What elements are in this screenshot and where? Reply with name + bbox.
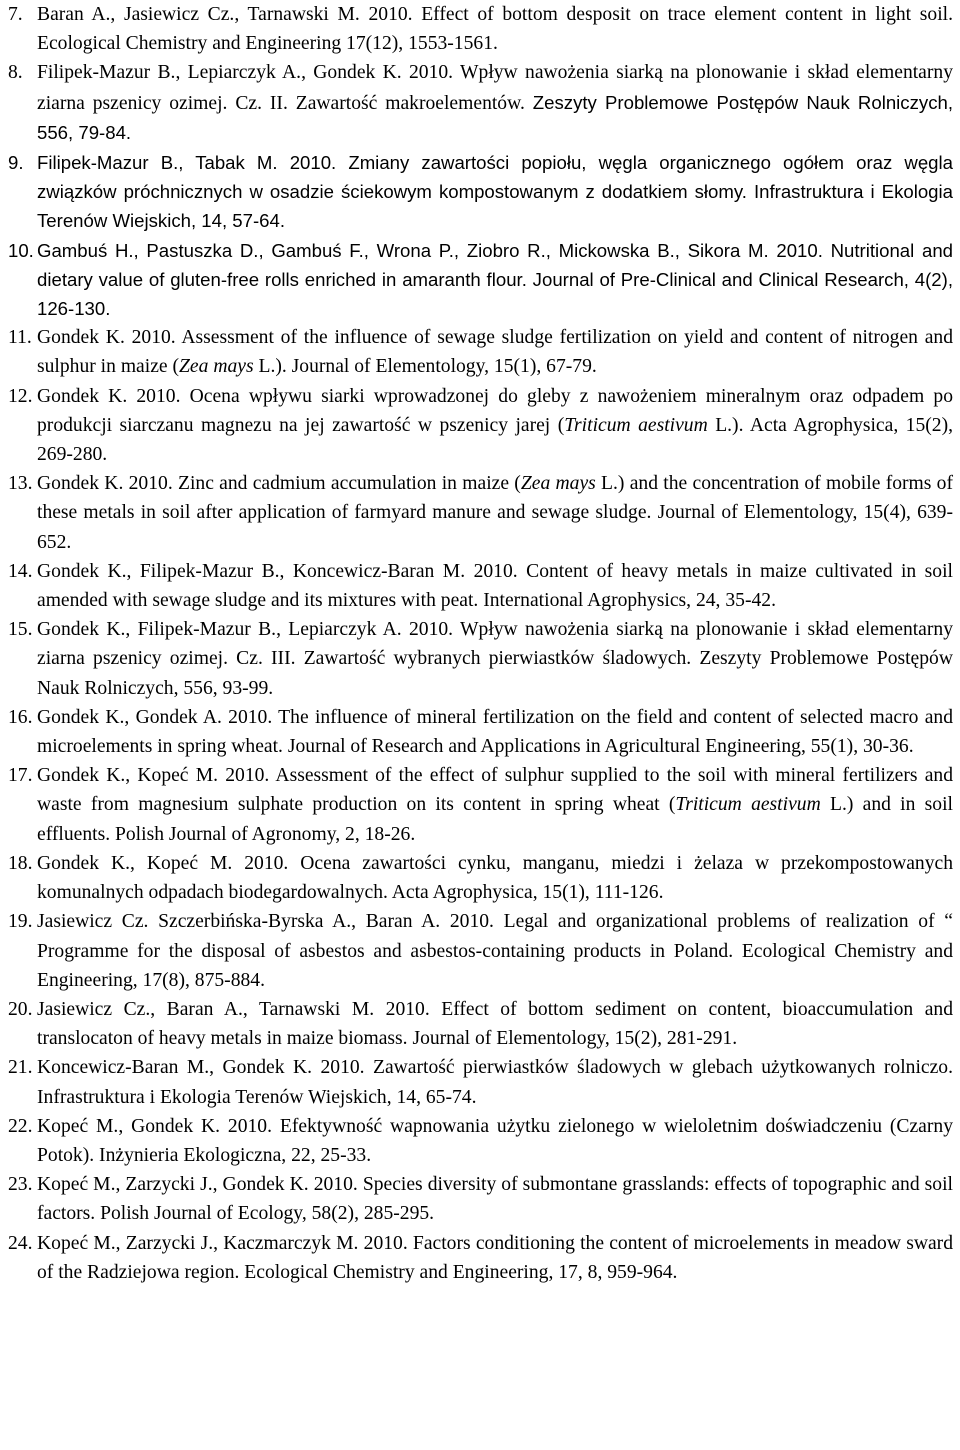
reference-number: 17. xyxy=(8,765,33,787)
reference-text xyxy=(37,469,953,557)
reference-segment: Gondek K., Gondek A. 2010. The influence of mineral fertilization on the field and content of selected macro and microelements in spring wheat. Journal of Research and Applications in Agricultural Engineering, 55(1), 30-36. xyxy=(37,706,953,758)
reference-segment: Jasiewicz Cz. Szczerbińska-Byrska A., Baran A. 2010. Legal and organizational problems of realization of “ Programme for the disposal of asbestos and asbestos-containing products in Poland. Ecological Chemistry and Engineering, 17(8), 875-884. xyxy=(37,911,953,991)
reference-segment: Kopeć M., Zarzycki J., Gondek K. 2010. Species diversity of submontane grasslands: effects of topographic and soil factors. Polish Journal of Ecology, 58(2), 285-295. xyxy=(37,1174,953,1225)
reference-segment: Filipek-Mazur B., Tabak M. 2010. Zmiany zawartości popiołu, węgla organicznego ogółem oraz węgla związków próchnicznych w osadzie ściekowym kompostowanym z dodatkiem słomy. Infrastruktura i Ekologia Terenów Wiejskich, 14, 57-64. xyxy=(37,152,953,232)
reference-item xyxy=(8,148,953,236)
reference-number: 12. xyxy=(8,385,33,407)
reference-segment: L.) and in soil effluents. Polish Journal of Agronomy, 2, 18-26. xyxy=(37,794,953,845)
reference-segment: Kopeć M., Zarzycki J., Kaczmarczyk M. 2010. Factors conditioning the content of microelements in meadow sward of the Radziejowa region. Ecological Chemistry and Engineering, 17, 8, 959-964. xyxy=(37,1232,953,1283)
reference-italic-segment: Zea mays xyxy=(520,473,596,495)
reference-text xyxy=(37,1053,953,1111)
reference-text xyxy=(37,1229,953,1287)
reference-text xyxy=(37,1170,953,1228)
reference-text xyxy=(37,995,953,1053)
reference-item xyxy=(8,58,953,148)
reference-text xyxy=(37,236,953,324)
reference-item xyxy=(8,995,953,1053)
reference-item xyxy=(8,1053,953,1111)
reference-text xyxy=(37,323,953,381)
reference-number: 23. xyxy=(8,1174,33,1196)
reference-segment: Gondek K., Filipek-Mazur B., Koncewicz-Baran M. 2010. Content of heavy metals in maize cultivated in soil amended with sewage sludge and its mixtures with peat. International Agrophysics, 24, 35-42. xyxy=(37,560,953,612)
reference-segment: Baran A., Jasiewicz Cz., Tarnawski M. 2010. Effect of bottom desposit on trace element content in light soil. Ecological Chemistry and Engineering 17(12), 1553-1561. xyxy=(37,4,953,55)
reference-item xyxy=(8,1170,953,1228)
reference-item xyxy=(8,703,953,761)
reference-item xyxy=(8,761,953,849)
reference-segment: L.) and the concentration of mobile forms of these metals in soil after application of farmyard manure and sewage sludge. Journal of Elementology, 15(4), 639-652. xyxy=(37,473,953,553)
reference-text xyxy=(37,761,953,849)
reference-number: 15. xyxy=(8,619,33,641)
reference-segment: L.). Acta Agrophysica, 15(2), 269-280. xyxy=(37,414,954,466)
reference-segment: Kopeć M., Gondek K. 2010. Efektywność wapnowania użytku zielonego w wieloletnim doświadczeniu (Czarny Potok). Inżynieria Ekologiczna, 22, 25-33. xyxy=(37,1115,953,1166)
reference-item xyxy=(8,1229,953,1287)
reference-number: 14. xyxy=(8,560,33,582)
reference-item xyxy=(8,907,953,995)
reference-text xyxy=(37,0,953,58)
reference-item xyxy=(8,323,953,381)
reference-item xyxy=(8,849,953,907)
reference-segment: Gondek K. 2010. Ocena wpływu siarki wprowadzonej do gleby z nawożeniem mineralnym oraz odpadem po produkcji siarczanu magnezu na jej zawartość w pszenicy jarej ( xyxy=(37,385,953,436)
reference-text xyxy=(37,557,953,615)
reference-item xyxy=(8,1112,953,1170)
reference-text xyxy=(37,703,953,761)
reference-number: 20. xyxy=(8,998,33,1020)
reference-text xyxy=(37,615,953,703)
reference-italic-segment: Zea mays xyxy=(179,356,254,378)
reference-text xyxy=(37,58,953,148)
reference-segment: Gondek K. 2010. Zinc and cadmium accumulation in maize ( xyxy=(37,473,521,495)
reference-text xyxy=(37,849,953,907)
reference-number: 11. xyxy=(8,327,32,349)
reference-text xyxy=(37,907,953,995)
reference-number: 9. xyxy=(8,152,24,174)
reference-item xyxy=(8,469,953,557)
reference-segment: L.). Journal of Elementology, 15(1), 67-79. xyxy=(253,356,597,378)
reference-list xyxy=(8,0,953,1287)
reference-item xyxy=(8,615,953,703)
reference-segment: Filipek-Mazur B., Lepiarczyk A., Gondek K. 2010. Wpływ nawożenia siarką na plonowanie i skład elementarny ziarna pszenicy ozimej. Cz. II. Zawartość makroelementów. xyxy=(37,62,953,114)
reference-text xyxy=(37,148,953,236)
reference-segment: Gondek K. 2010. Assessment of the influence of sewage sludge fertilization on yield and content of nitrogen and sulphur in maize ( xyxy=(37,327,953,378)
reference-segment: Zeszyty Problemowe Postępów Nauk Rolniczych, 556, 79-84. xyxy=(37,91,953,143)
reference-number: 19. xyxy=(8,911,33,933)
reference-number: 22. xyxy=(8,1115,33,1137)
reference-item xyxy=(8,0,953,58)
reference-segment: Gondek K., Filipek-Mazur B., Lepiarczyk A. 2010. Wpływ nawożenia siarką na plonowanie i skład elementarny ziarna pszenicy ozimej. Cz. III. Zawartość wybranych pierwiastków śladowych. Zeszyty Problemowe Postępów Nauk Rolniczych, 556, 93-99. xyxy=(37,619,953,699)
reference-number: 10. xyxy=(8,239,34,261)
reference-segment: Gondek K., Kopeć M. 2010. Assessment of the effect of sulphur supplied to the soil with mineral fertilizers and waste from magnesium sulphate production on its content in spring wheat ( xyxy=(37,765,953,816)
reference-number: 7. xyxy=(8,4,23,25)
reference-number: 13. xyxy=(8,473,33,495)
reference-text xyxy=(37,1112,953,1170)
reference-segment: Jasiewicz Cz., Baran A., Tarnawski M. 2010. Effect of bottom sediment on content, bioaccumulation and translocaton of heavy metals in maize biomass. Journal of Elementology, 15(2), 281-291. xyxy=(37,998,953,1050)
reference-item xyxy=(8,236,953,324)
reference-number: 16. xyxy=(8,706,33,728)
reference-number: 24. xyxy=(8,1232,33,1254)
reference-italic-segment: Triticum aestivum xyxy=(675,794,821,816)
reference-italic-segment: Triticum aestivum xyxy=(564,414,708,436)
reference-segment: Koncewicz-Baran M., Gondek K. 2010. Zawartość pierwiastków śladowych w glebach użytkowanych rolniczo. Infrastruktura i Ekologia Terenów Wiejskich, 14, 65-74. xyxy=(37,1057,953,1108)
reference-number: 8. xyxy=(8,62,23,84)
reference-number: 21. xyxy=(8,1057,33,1079)
reference-segment: Gondek K., Kopeć M. 2010. Ocena zawartości cynku, manganu, miedzi i żelaza w przekompostowanych komunalnych odpadach biodegardowalnych. Acta Agrophysica, 15(1), 111-126. xyxy=(37,852,953,904)
reference-text xyxy=(37,382,953,470)
reference-segment: Gambuś H., Pastuszka D., Gambuś F., Wrona P., Ziobro R., Mickowska B., Sikora M. 2010. Nutritional and dietary value of gluten-free rolls enriched in amaranth flour. Journal of Pre-Clinical and Clinical Research, 4(2), 126-130. xyxy=(37,239,953,320)
reference-number: 18. xyxy=(8,852,33,874)
reference-item xyxy=(8,382,953,470)
reference-item xyxy=(8,557,953,615)
